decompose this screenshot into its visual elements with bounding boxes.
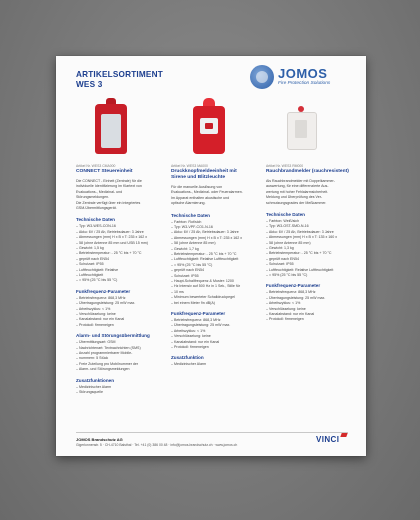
jomos-logo (250, 65, 350, 93)
product-title-line: Sirene und Blitzleuchte (171, 175, 226, 180)
list-item: – Betriebsfrequenz: 868,3 MHz (76, 296, 135, 301)
product-title (171, 169, 237, 181)
list-item: – Abmessungen (mm) H x B x T: 235 x 162 x (76, 235, 148, 240)
section-list (171, 318, 230, 350)
list-item: – Typ: W3-WES-CON-16 (76, 224, 148, 229)
logo-name: JOMOS (278, 66, 328, 81)
list-item: – Hz Intensiv auf 500 Hz in 1 Sek., Stille für (171, 284, 242, 289)
list-item: – Typ: W3-VPF-CO1-N-16 (171, 225, 242, 230)
product-description (266, 179, 335, 206)
description-line: Für die manuelle Auslösung von (171, 185, 223, 189)
product-sku: Artikel Nr. WES3 RM000 (266, 164, 304, 168)
section-heading: Funkfrequenz-Parameter (171, 311, 226, 316)
list-item: – 58 (ohne Antenne 85 mm) (171, 241, 242, 246)
list-item: – bei einem Meter 9n dB(A) (171, 301, 242, 306)
list-item: – Arbeitszyklus: < 1% (171, 329, 230, 334)
product-sku: Artikel Nr. WES3 CMA000 (76, 164, 116, 168)
list-item: – Betriebsfrequenz: 868,3 MHz (171, 318, 230, 323)
description-line: Die Zentrale verfügt über ein integriertes (76, 200, 141, 205)
list-item: – Farbton: Weiß/sich (266, 219, 337, 224)
list-item: – Übertragungsleistung: 25 mW max. (76, 301, 135, 306)
list-item: – geprüft nach EN54 (266, 257, 337, 262)
list-item: – Schutzart: IP55 (171, 274, 242, 279)
list-item: – Anzahl programmierbarer Mobile- (76, 351, 141, 356)
section-heading: Zusatzfunktion (171, 355, 204, 361)
footer-address: Gigerlonnenstr. 5 · CH-4710 Balsthal · Tel. +41 (0) 386 00 48 · info@jomos-brandschutz.ch · www.jomos.ch (76, 443, 238, 447)
list-item: – Schutzart: IP55 (266, 262, 337, 267)
list-item: – Betriebsfrequenz: 868,3 MHz (266, 290, 325, 295)
list-item: – geprüft nach EN54 (76, 257, 148, 262)
list-item: – geprüft nach EN54 (171, 268, 242, 273)
section-list (76, 340, 141, 372)
section-heading: Technische Daten (266, 212, 305, 217)
list-item: – Alarm- und Störungsmeldungen (76, 367, 141, 372)
list-item: – Akku: 6V / 25 Ah, Betriebsdauer: 3 Jahre (266, 230, 337, 235)
section-heading: Funkfrequenz-Parameter (76, 288, 131, 294)
product-description (171, 185, 243, 207)
section-list (171, 362, 206, 367)
list-item: – = 95% (25 °C bis 55 °C) (76, 278, 148, 283)
list-item: – Verschlüsselung: keine (171, 334, 230, 339)
product-title-line: Rauchbrandmelder (rauchresistent) (266, 169, 349, 174)
description-line: Evakuations-, Medizinal- und (76, 189, 123, 194)
section-list (76, 224, 148, 283)
list-item: – Nachrichtenart: Textnachrichten (SMS) (76, 346, 141, 351)
description-line: Als Rauchbrandmelder mit Doppelkammer- (266, 179, 335, 183)
list-item: – Gewicht: 1,5 kg (76, 246, 148, 251)
list-item: – Luftfeuchtigkeit: Relative (76, 268, 148, 273)
list-item: – 58 (ohne Antenne 85 mm und USB 15 mm) (76, 241, 148, 246)
list-item: – Verschlüsselung: keine (76, 312, 135, 317)
list-item: – Betriebstemperatur: - 25 °C bis + 70 °C (171, 252, 242, 257)
list-item: – Übermittlungsart: GSM (76, 340, 141, 345)
list-item: – Haupt-Schallfrequenz & Muster: 1200 (171, 279, 242, 284)
section-heading: Funkfrequenz-Parameter (266, 283, 321, 289)
list-item: – Minimum bewerteter Schalldruckpegel (171, 295, 242, 300)
list-item: – Luftfeuchtigkeit: Relative Luftfeuchtigkeit (266, 268, 337, 273)
list-item: – Akku: 6V / 25 Ah, Betriebsdauer: 3 Jahre (171, 230, 242, 235)
product-title (76, 169, 133, 175)
description-line: individuelle Identifizierung im Klartext von (76, 184, 142, 189)
footer-company: JOMOS Brandschutz AG (76, 437, 123, 442)
description-line: Evakuations-, Medizinal- oder Feueralarmen. (171, 190, 243, 195)
list-item: – Medizinischer Alarm (76, 385, 111, 390)
list-item: – nummern: 5 Stück (76, 356, 141, 361)
list-item: – Verschlüsselung: keine (266, 307, 325, 312)
title-line-2: WES 3 (76, 79, 103, 89)
list-item: – Medizinischer Alarm (171, 362, 206, 367)
description-line: optische Alarmierung. (171, 201, 206, 206)
list-item: – Freie Zuteilung pro Mobilnummer der (76, 362, 141, 367)
vinci-mark-icon (340, 433, 347, 437)
list-item: – Protokoll: firmeneigen (76, 323, 135, 328)
list-item: – Luftfeuchtigkeit: Relative Luftfeuchtigkeit (171, 257, 242, 262)
list-item: – Kanalabstand: nur ein Kanal (266, 312, 325, 317)
logo-mark-icon (250, 65, 274, 89)
list-item: – Farbton: Rot/sich (171, 220, 242, 225)
description-line: schmutzungsgrades der Meßkammer. (266, 200, 327, 205)
description-line: Meldung und Überprüfung des Ver- (266, 195, 323, 200)
product-description (76, 179, 142, 211)
section-heading: Alarm- und Störungsübermittlung (76, 333, 150, 339)
description-line: wertung mit hoher Fehlalarmsicherheit. (266, 189, 329, 194)
list-item: – Kanalabstand: nur ein Kanal (76, 317, 135, 322)
description-line: GSM-Übermittlungsgerät. (76, 206, 117, 211)
list-item: – Arbeitszyklus: < 1% (266, 301, 325, 306)
list-item: – Gewicht: 1,3 kg (266, 246, 337, 251)
section-heading: Technische Daten (171, 212, 210, 218)
section-list (76, 385, 111, 396)
title-line-1: ARTIKELSORTIMENT (76, 70, 163, 79)
product-poster (56, 56, 366, 456)
list-item: – Gewicht: 1,7 kg (171, 247, 242, 252)
description-line: Die CONNECT - Einheit (Zentrale) für die (76, 179, 142, 183)
section-heading: Technische Daten (76, 217, 115, 223)
list-item: – Protokoll: firmeneigen (266, 317, 325, 322)
section-list (266, 290, 325, 322)
list-item: – Arbeitszyklus: < 1% (76, 307, 135, 312)
page-title (76, 70, 196, 89)
section-list (266, 219, 337, 278)
connect-unit-image (86, 96, 136, 162)
description-line: Im Apparat enthalten akustische und (171, 195, 230, 200)
list-item: – Protokoll: firmeneigen (171, 345, 230, 350)
description-line: auswertung, für eine differenzierte Aus- (266, 184, 329, 189)
list-item: – Schutzart: IP55 (76, 262, 148, 267)
list-item: – Betriebstemperatur: - 25 °C bis + 70 °C (266, 251, 337, 256)
push-button-unit-image (184, 96, 234, 162)
smoke-detector-image (276, 96, 326, 162)
list-item: – 58 (ohne Antenne 85 mm) (266, 241, 337, 246)
list-item: – = 95% (25 °C bis 55 °C) (266, 273, 337, 278)
description-line: Störungsmeldungen. (76, 195, 110, 200)
product-title-line: CONNECT Steuereinheit (76, 169, 133, 174)
section-list (76, 296, 135, 328)
list-item: – Akku: 6V / 25 Ah, Betriebsdauer: 3 Jahre (76, 230, 148, 235)
list-item: – 10 ms (171, 290, 242, 295)
logo-tagline: Fire Protection Solutions (278, 81, 331, 86)
product-title-line: Druckknopfmeldeeinheit mit (171, 169, 237, 174)
list-item: – Kanalabstand: nur ein Kanal (171, 340, 230, 345)
vinci-logo: VINCI (316, 435, 340, 444)
list-item: – Abmessungen (mm) H x B x T: 135 x 160 x (266, 235, 337, 240)
list-item: – Luftfeuchtigkeit (76, 273, 148, 278)
product-sku: Artikel Nr. WES3 MA000 (171, 164, 208, 168)
section-list (171, 220, 242, 307)
list-item: – Übertragungsleistung: 25 mW max. (171, 323, 230, 328)
product-title (266, 169, 349, 175)
list-item: – Typ: W3-OST-SMD-N-16 (266, 224, 337, 229)
list-item: – Abmessungen (mm) H x B x T: 235 x 162 x (171, 236, 242, 241)
footer-divider (76, 432, 348, 433)
list-item: – Störungsquelle (76, 390, 111, 395)
list-item: – Übertragungsleistung: 25 mW max. (266, 296, 325, 301)
section-heading: Zusatzfunktionen (76, 377, 115, 383)
list-item: – = 95% (25 °C bis 55 °C) (171, 263, 242, 268)
list-item: – Betriebstemperatur: - 25 °C bis + 70 °C (76, 251, 148, 256)
